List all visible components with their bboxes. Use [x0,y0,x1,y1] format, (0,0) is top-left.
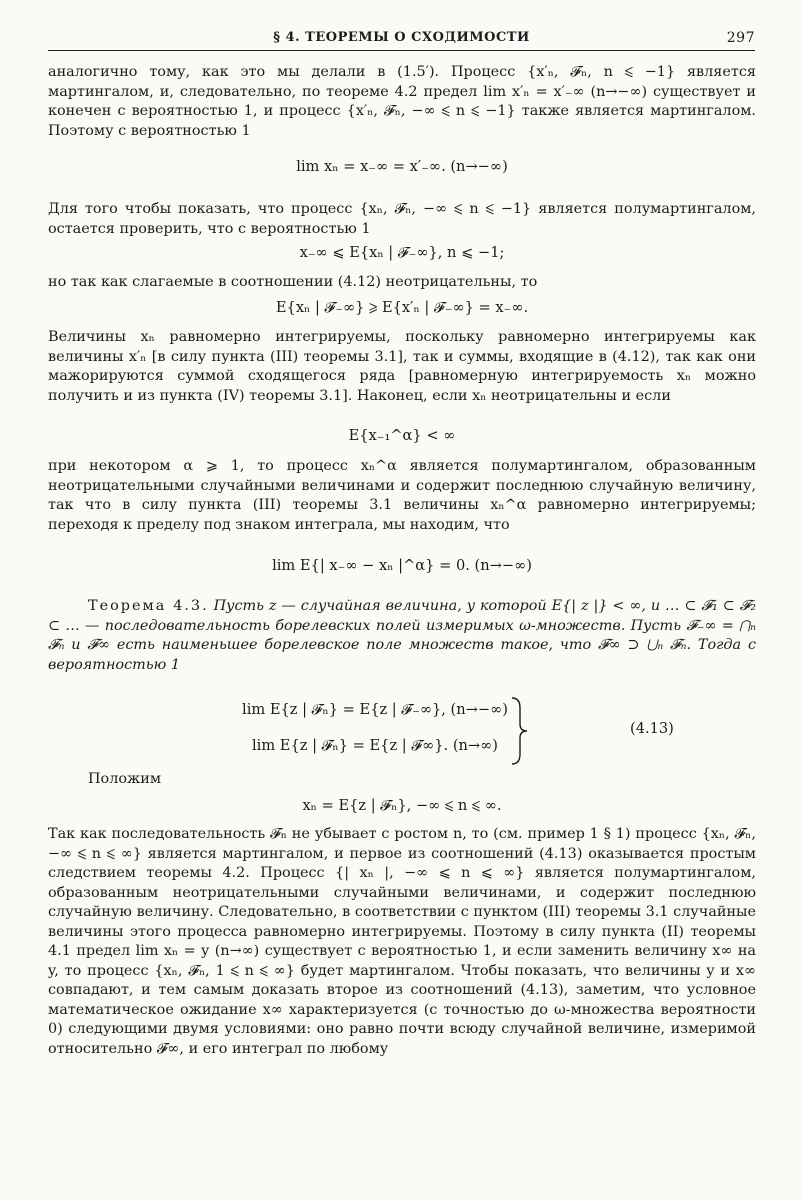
page-number: 297 [726,30,755,46]
formula-3: E{xₙ | 𝓕₋∞} ⩾ E{x′ₙ | 𝓕₋∞} = x₋∞. [275,299,529,316]
running-header [48,30,755,51]
formula-2: x₋∞ ⩽ E{xₙ | 𝓕₋∞}, n ⩽ −1; [299,244,505,261]
paragraph-5-container [48,457,756,535]
theorem-4-3 [48,597,756,675]
formula-4: E{x₋₁^α} < ∞ [348,427,456,444]
paragraph-1-container [48,63,756,141]
paragraph-4: Величины xₙ равномерно интегрируемы, поскольку равномерно интегрируемы как величины x′ₙ [в силу пункта (III) теоремы 3.1], так и суммы, входящие в (4.12), так как они мажорируются суммой сходящегося ряда [равномерную интегрируемость xₙ можно получить и из пункта (IV) теоремы 3.1]. Наконец, если xₙ неотрицательны и если [48,329,756,404]
theorem-text: Пусть z — случайная величина, у которой E{| z |} < ∞, и … ⊂ 𝓕₁ ⊂ 𝓕₂ ⊂ … — последовательность борелевских полей измеримых ω-множеств. Пусть 𝓕₋∞ = ⋂ₙ 𝓕ₙ и 𝓕∞ есть наименьшее борелевское поле множеств такое, что 𝓕∞ ⊃ ⋃ₙ 𝓕ₙ. Тогда с вероятностью 1 [48,598,756,673]
paragraph-2-container [48,200,756,239]
paragraph-5: при некотором α ⩾ 1, то процесс xₙ^α является полумартингалом, образованным неотрицательными случайными величинами и содержит последнюю случайную величину, так что в силу пункта (III) теоремы 3.1 величины xₙ^α равномерно интегрируемы; переходя к пределу под знаком интеграла, мы находим, что [48,458,756,533]
paragraph-6: Положим [88,771,162,787]
paragraph-3-container [48,273,756,293]
paragraph-3: но так как слагаемые в соотношении (4.12) неотрицательны, то [48,274,538,290]
paragraph-7-container [48,825,756,1059]
paragraph-7: Так как последовательность 𝓕ₙ не убывает с ростом n, то (см. пример 1 § 1) процесс {xₙ, 𝓕ₙ, −∞ ⩽ n ⩽ ∞} является мартингалом, и первое из соотношений (4.13) оказывается простым следствием теоремы 4.2. Процесс {| xₙ |, −∞ ⩽ n ⩽ ∞} является полумартингалом, образованным неотрицательными случайными величинами, и содержит последнюю случайную величину. Следовательно, в соответствии с пунктом (III) теоремы 3.1 случайные величины этого процесса равномерно интегрируемы. Поэтому в силу пункта (II) теоремы 4.1 предел lim xₙ = y (n→∞) существует с вероятностью 1, и если заменить величину x∞ на y, то процесс {xₙ, 𝓕ₙ, 1 ⩽ n ⩽ ∞} будет мартингалом. Чтобы показать, что величины y и x∞ совпадают, и тем самым доказать второе из соотношений (4.13), заметим, что условное математическое ожидание x∞ характеризуется (с точностью до ω-множества вероятности 0) следующими двумя условиями: оно равно почти всюду случайной величине, измеримой относительно 𝓕∞, и его интеграл по любому [48,826,756,1057]
right-brace [510,696,530,766]
section-title: § 4. ТЕОРЕМЫ О СХОДИМОСТИ [273,30,530,45]
formula-6b: lim E{z | 𝓕ₙ} = E{z | 𝓕∞}. (n→∞) [252,737,498,754]
equation-number: (4.13) [630,720,674,737]
paragraph-1: аналогично тому, как это мы делали в (1.5′). Процесс {x′ₙ, 𝓕ₙ, n ⩽ −1} является мартингалом, и, следовательно, по теореме 4.2 предел lim x′ₙ = x′₋∞ (n→−∞) существует и конечен с вероятностью 1, и процесс {x′ₙ, 𝓕ₙ, −∞ ⩽ n ⩽ −1} также является мартингалом. Поэтому с вероятностью 1 [48,64,756,139]
paragraph-4-container [48,328,756,406]
paragraph-6-container [48,770,756,790]
formula-7: xₙ = E{z | 𝓕ₙ}, −∞ ⩽ n ⩽ ∞. [302,797,502,814]
formula-5: lim E{| x₋∞ − xₙ |^α} = 0. (n→−∞) [272,557,532,574]
formula-6a: lim E{z | 𝓕ₙ} = E{z | 𝓕₋∞}, (n→−∞) [242,701,508,718]
formula-1: lim xₙ = x₋∞ = x′₋∞. (n→−∞) [296,158,508,175]
theorem-label: Теорема 4.3. [88,598,209,614]
paragraph-2: Для того чтобы показать, что процесс {xₙ, 𝓕ₙ, −∞ ⩽ n ⩽ −1} является полумартингалом, остается проверить, что с вероятностью 1 [48,201,756,237]
